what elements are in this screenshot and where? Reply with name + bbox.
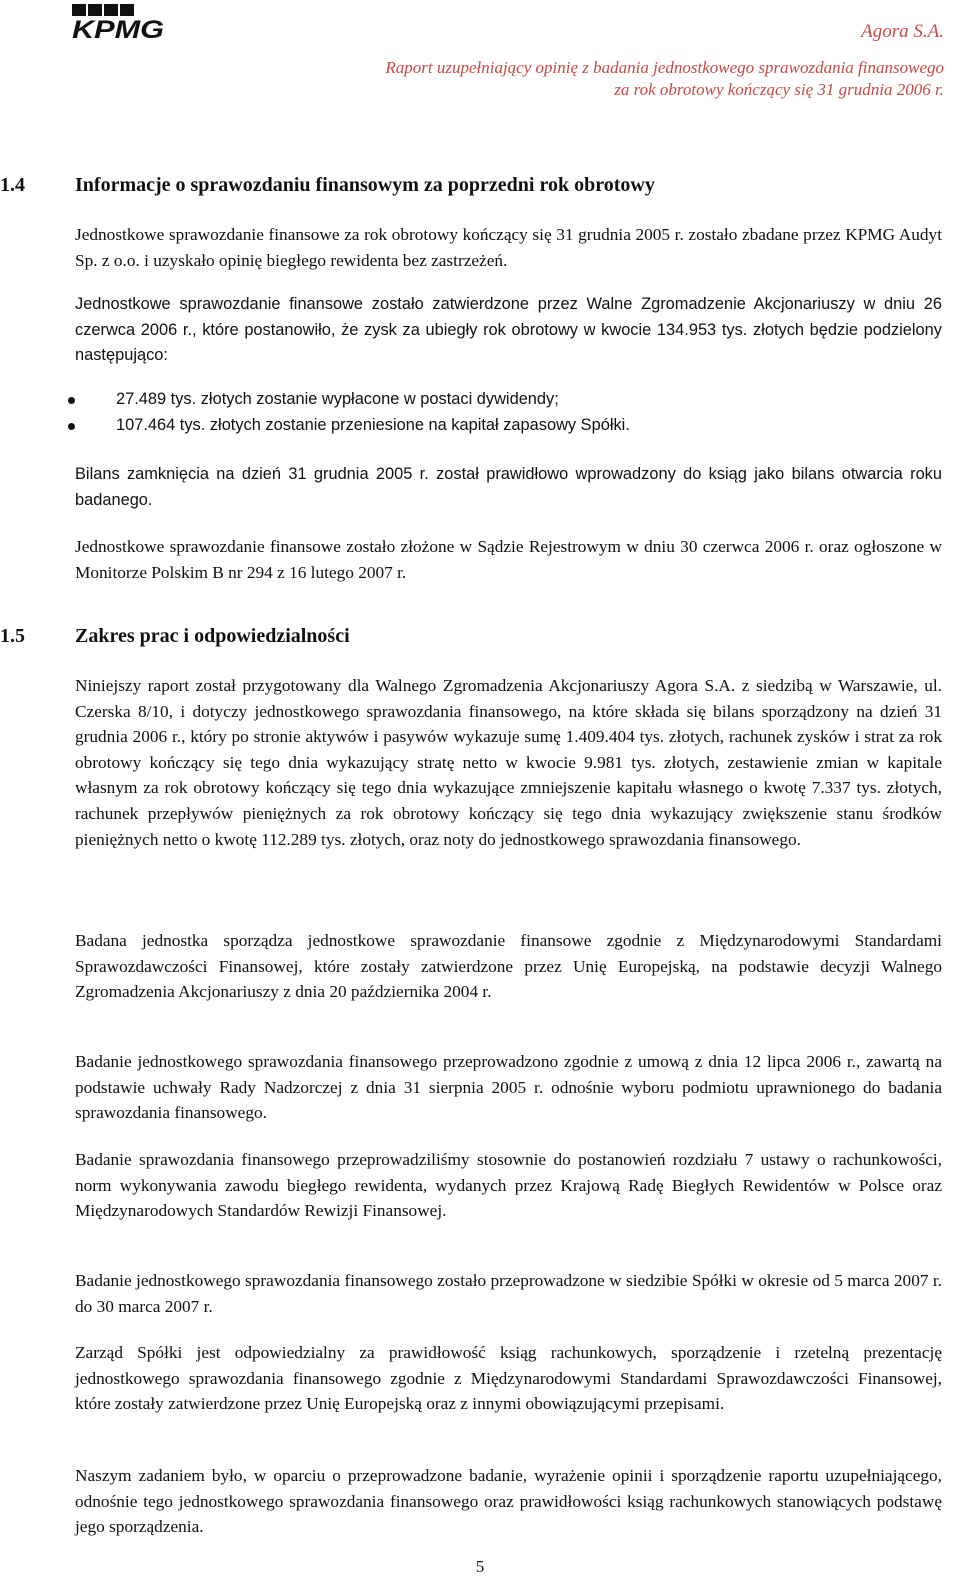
list-item: 27.489 tys. złotych zostanie wypłacone w postaci dywidendy;	[75, 387, 942, 413]
section-1-4-number: 1.4	[0, 174, 25, 196]
s15-paragraph-methodology: Badanie sprawozdania finansowego przeprowadziliśmy stosownie do postanowień rozdziału 7 ustawy o rachunkowości, norm wykonywania zawodu biegłego rewidenta, wydanych przez Krajową Radę Biegłych Rewidentów w Polsce oraz Międzynarodowych Standardów Rewizji Finansowej.	[75, 1150, 942, 1221]
s14-paragraph-approval: Jednostkowe sprawozdanie finansowe zostało zatwierdzone przez Walne Zgromadzenie Akcjonariuszy w dniu 26 czerwca 2006 r., które postanowiło, że zysk za ubiegły rok obrotowy w kwocie 134.953 tys. złotych będzie podzielony następująco:	[75, 295, 942, 365]
section-1-5-heading	[0, 623, 942, 649]
s15-paragraph-our-task: Naszym zadaniem było, w oparciu o przeprowadzone badanie, wyrażenie opinii i sporządzenie raportu uzupełniającego, odnośnie tego jednostkowego sprawozdania finansowego oraz prawidłowości ksiąg rachunkowych stanowiących podstawę jego sporządzenia.	[75, 1466, 942, 1537]
s14-paragraph-filing: Jednostkowe sprawozdanie finansowe zostało złożone w Sądzie Rejestrowym w dniu 30 czerwca 2006 r. oraz ogłoszone w Monitorze Polskim B nr 294 z 16 lutego 2007 r.	[75, 537, 942, 582]
header-report-title: Raport uzupełniający opinię z badania jednostkowego sprawozdania finansowego	[385, 58, 944, 77]
s15-paragraph-management: Zarząd Spółki jest odpowiedzialny za prawidłowość ksiąg rachunkowych, sporządzenie i rzetelną prezentację jednostkowego sprawozdania finansowego zgodnie z Międzynarodowymi Standardami Sprawozdawczości Finansowej, które zostały zatwierdzone przez Unię Europejską oraz z innymi obowiązującymi przepisami.	[75, 1343, 942, 1414]
section-1-4-title: Informacje o sprawozdaniu finansowym za poprzedni rok obrotowy	[75, 174, 655, 196]
s15-paragraph-period: Badanie jednostkowego sprawozdania finansowego zostało przeprowadzone w siedzibie Spółki w okresie od 5 marca 2007 r. do 30 marca 2007 r.	[75, 1271, 942, 1316]
s14-paragraph-balance: Bilans zamknięcia na dzień 31 grudnia 2005 r. został prawidłowo wprowadzony do ksiąg jako bilans otwarcia roku badanego.	[75, 465, 942, 509]
header-report-period: za rok obrotowy kończący się 31 grudnia 2006 r.	[614, 80, 944, 99]
s15-paragraph-contract: Badanie jednostkowego sprawozdania finansowego przeprowadzono zgodnie z umową z dnia 12 lipca 2006 r., zawartą na podstawie uchwały Rady Nadzorczej z dnia 31 sierpnia 2005 r. odnośnie wyboru podmiotu uprawnionego do badania sprawozdania finansowego.	[75, 1052, 942, 1123]
section-1-5-title: Zakres prac i odpowiedzialności	[75, 625, 350, 647]
profit-distribution-list	[75, 387, 942, 438]
section-1-5-number: 1.5	[0, 625, 25, 647]
s15-paragraph-scope: Niniejszy raport został przygotowany dla Walnego Zgromadzenia Akcjonariuszy Agora S.A. z siedzibą w Warszawie, ul. Czerska 8/10, i dotyczy jednostkowego sprawozdania finansowego, na które składa się bilans sporządzony na dzień 31 grudnia 2006 r., który po stronie aktywów i pasywów wykazuje sumę 1.409.404 tys. złotych, rachunek zysków i strat za rok obrotowy kończący się tego dnia wykazujący stratę netto w kwocie 9.981 tys. złotych, zestawienie zmian w kapitale własnym za rok obrotowy kończący się tego dnia wykazujące zmniejszenie kapitału własnego o kwotę 7.337 tys. złotych, rachunek przepływów pieniężnych za rok obrotowy kończący się tego dnia wykazujący zwiększenie stanu środków pieniężnych netto o kwotę 112.289 tys. złotych, oraz noty do jednostkowego sprawozdania finansowego.	[75, 676, 942, 849]
kpmg-logo	[70, 3, 167, 40]
header-company: Agora S.A.	[861, 21, 944, 42]
kpmg-logo-graphic	[70, 3, 167, 40]
page-number: 5	[475, 1557, 485, 1576]
report-header	[385, 20, 944, 101]
kpmg-logo-text: KPMG	[72, 16, 164, 40]
s14-paragraph-audit: Jednostkowe sprawozdanie finansowe za rok obrotowy kończący się 31 grudnia 2005 r. zostało zbadane przez KPMG Audyt Sp. z o.o. i uzyskało opinię biegłego rewidenta bez zastrzeżeń.	[75, 225, 942, 270]
section-1-4-heading	[0, 172, 942, 198]
s15-paragraph-standards: Badana jednostka sporządza jednostkowe sprawozdanie finansowe zgodnie z Międzynarodowymi Standardami Sprawozdawczości Finansowej, które zostały zatwierdzone przez Unię Europejską, na podstawie decyzji Walnego Zgromadzenia Akcjonariuszy z dnia 20 października 2004 r.	[75, 931, 942, 1002]
list-item: 107.464 tys. złotych zostanie przeniesione na kapitał zapasowy Spółki.	[75, 413, 942, 439]
